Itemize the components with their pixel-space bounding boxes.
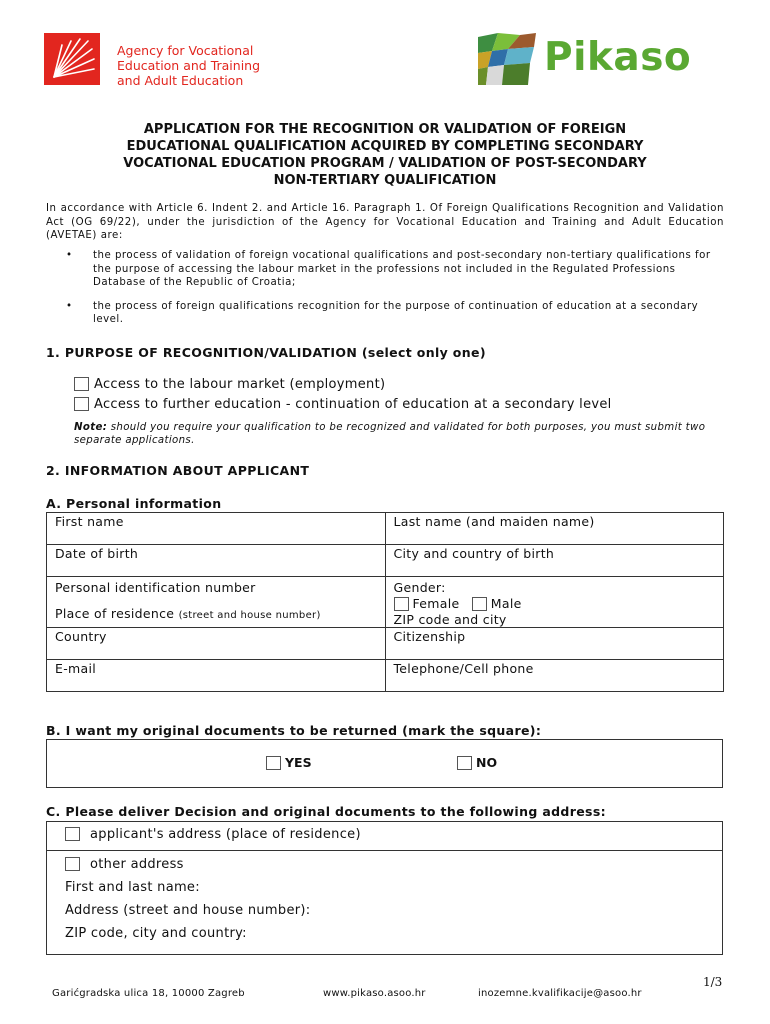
agency-name: Agency for Vocational Education and Training and Adult Education (117, 43, 261, 88)
personal-info-heading: A. Personal information (46, 496, 222, 511)
purpose-option-education[interactable]: Access to further education - continuation of education at a secondary level (74, 397, 612, 412)
personal-info-table (46, 512, 724, 692)
section1-heading: 1. PURPOSE OF RECOGNITION/VALIDATION (select only one) (46, 345, 486, 360)
footer-email[interactable]: inozemne.kvalifikacije@asoo.hr (478, 988, 642, 999)
no-checkbox[interactable] (457, 756, 472, 770)
list-item: • the process of validation of foreign vocational qualifications and post-secondary non-tertiary qualifications for the purpose of accessing the labour market in the professions not included in the Regulated Professions Database of the Republic of Croatia; (66, 250, 711, 288)
gender-field: Gender: Female Male ZIP code and city (385, 577, 724, 628)
male-checkbox[interactable] (472, 597, 487, 611)
return-documents-heading: B. I want my original documents to be returned (mark the square): (46, 723, 542, 738)
pin-field[interactable]: Personal identification number Place of residence (street and house number) (47, 577, 386, 628)
other-zip-city-country-field[interactable]: ZIP code, city and country: (65, 926, 247, 941)
section1-note: Note: should you require your qualification to be recognized and validated for both purposes, you must submit two separate applications. (74, 422, 706, 446)
citizenship-field[interactable]: Citizenship (385, 627, 724, 659)
agency-sunburst-icon (44, 33, 100, 85)
other-address-field[interactable]: Address (street and house number): (65, 903, 311, 918)
intro-bullets (46, 249, 724, 337)
dob-field[interactable]: Date of birth (47, 545, 386, 577)
further-education-checkbox[interactable] (74, 397, 89, 411)
intro-paragraph: In accordance with Article 6. Indent 2. and Article 16. Paragraph 1. Of Foreign Qualifications Recognition and Validation Act (OG 69/22), under the jurisdiction of the Agency for Vocational Education and Training and Adult Education (AVETAE) are: (46, 203, 724, 241)
last-name-field[interactable]: Last name (and maiden name) (385, 513, 724, 545)
return-yes-option[interactable]: YES (266, 755, 312, 771)
other-first-last-name-field[interactable]: First and last name: (65, 880, 200, 895)
city-country-birth-field[interactable]: City and country of birth (385, 545, 724, 577)
page-title: APPLICATION FOR THE RECOGNITION OR VALIDATION OF FOREIGN EDUCATIONAL QUALIFICATION ACQUIRED BY COMPLETING SECONDARY VOCATIONAL EDUCATION PROGRAM / VALIDATION OF POST-SECONDARY NON-TERTIARY QUALIFICATION (123, 122, 647, 188)
first-name-field[interactable]: First name (47, 513, 386, 545)
page-number: 1/3 (703, 975, 723, 989)
yes-checkbox[interactable] (266, 756, 281, 770)
return-no-option[interactable]: NO (457, 755, 497, 771)
applicant-address-checkbox[interactable] (65, 827, 80, 841)
footer-website[interactable]: www.pikaso.asoo.hr (323, 988, 426, 999)
purpose-option-labour[interactable]: Access to the labour market (employment) (74, 377, 385, 392)
footer-address: Garićgradska ulica 18, 10000 Zagreb (52, 988, 245, 999)
delivery-address-heading: C. Please deliver Decision and original documents to the following address: (46, 804, 606, 819)
pikaso-wordmark: Pikaso (544, 35, 692, 80)
other-address-option[interactable]: other address (65, 857, 184, 872)
section2-heading: 2. INFORMATION ABOUT APPLICANT (46, 463, 310, 478)
labour-market-checkbox[interactable] (74, 377, 89, 391)
return-documents-box (46, 739, 723, 788)
pikaso-logo (478, 33, 728, 89)
female-checkbox[interactable] (394, 597, 409, 611)
phone-field[interactable]: Telephone/Cell phone (385, 659, 724, 691)
other-address-checkbox[interactable] (65, 857, 80, 871)
list-item: • the process of foreign qualifications recognition for the purpose of continuation of education at a secondary level. (66, 300, 699, 325)
pikaso-mosaic-icon (478, 33, 538, 85)
agency-logo (44, 33, 264, 91)
applicant-address-option[interactable]: applicant's address (place of residence) (65, 827, 361, 842)
country-field[interactable]: Country (47, 627, 386, 659)
email-field[interactable]: E-mail (47, 659, 386, 691)
